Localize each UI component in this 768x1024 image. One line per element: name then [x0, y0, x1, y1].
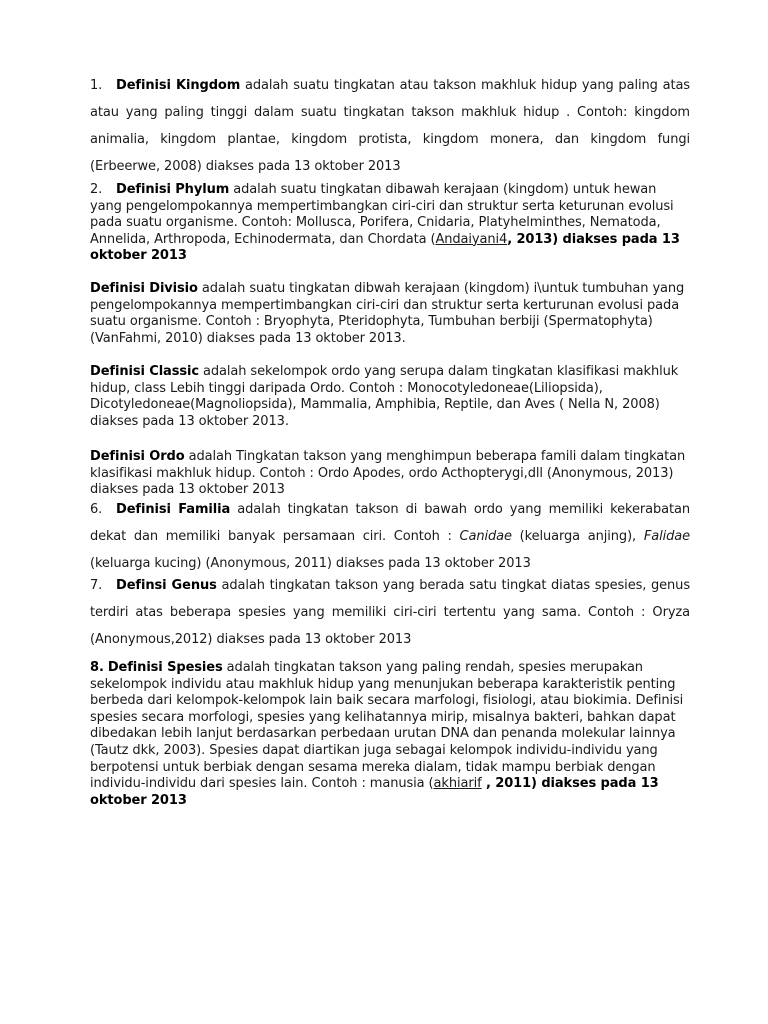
definition-text-mid: (keluarga anjing),	[511, 529, 644, 544]
definition-text: adalah suatu tingkatan dibawah kerajaan (kingdom) untuk hewan yang pengelompokannya mempertimbangkan ciri-ciri dan struktur serta keturunan evolusi pada suatu organisme. Contoh: Mollusca, Porifera, Cnidaria, Platyhelminthes, Nematoda, Annelida, Arthropoda, Echinodermata, dan Chordata (	[90, 182, 674, 247]
paragraph-kingdom	[90, 72, 690, 180]
term-ordo: Definisi Ordo	[90, 449, 185, 464]
definition-text: adalah tingkatan takson yang paling rendah, spesies merupakan sekelompok individu atau makhluk hidup yang menunjukan beberapa karakteristik penting berbeda dari kelompok-kelompok lain baik secara marfologi, fisiologi, atau biokimia. Definisi spesies secara morfologi, spesies yang kelihatannya mirip, misalnya bakteri, bahkan dapat dibedakan lebih lanjut berdasarkan perbedaan urutan DNA dan penanda molekular lainnya (Tautz dkk, 2003). Spesies dapat diartikan juga sebagai kelompok individu-individu yang berpotensi untuk berbiak dengan sesama mereka dialam, tidak mampu berbiak dengan individu-individu dari spesies lain. Contoh : manusia (	[90, 660, 684, 792]
definition-text: adalah suatu tingkatan atau takson makhluk hidup yang paling atas atau yang paling tinggi dalam suatu tingkatan takson makhluk hidup . Contoh: kingdom animalia, kingdom plantae, kingdom protista, kingdom monera, dan kingdom fungi (Erbeerwe, 2008) diakses pada 13 oktober 2013	[90, 78, 690, 174]
definition-text-end: (keluarga kucing) (Anonymous, 2011) diakses pada 13 oktober 2013	[90, 556, 531, 571]
item-number: 2.	[90, 182, 103, 197]
reference-date: , 2011) diakses pada 13 oktober 2013	[90, 776, 659, 808]
term-phylum: Definisi Phylum	[116, 182, 230, 197]
term-familia: Definisi Familia	[116, 502, 231, 517]
reference-link[interactable]: akhiarif	[433, 776, 482, 792]
item-number: 7.	[90, 578, 103, 593]
paragraph-classic	[90, 364, 690, 430]
paragraph-genus	[90, 572, 690, 653]
item-number: 6.	[90, 502, 103, 517]
paragraph-spesies	[90, 660, 690, 809]
reference-date: , 2013) diakses pada 13 oktober 2013	[90, 231, 680, 264]
definition-text: adalah tingkatan takson yang berada satu tingkat diatas spesies, genus terdiri atas beberapa spesies yang memiliki ciri-ciri tertentu yang sama. Contoh : Oryza (Anonymous,2012) diakses pada 13 oktober 2013	[90, 578, 690, 647]
definition-text: adalah Tingkatan takson yang menghimpun beberapa famili dalam tingkatan klasifikasi makhluk hidup. Contoh : Ordo Apodes, ordo Acthopterygi,dll (Anonymous, 2013) diakses pada 13 oktober 2013	[90, 449, 686, 498]
example-canidae: Canidae	[459, 529, 512, 544]
reference-link[interactable]: Andaiyani4	[435, 231, 508, 247]
term-divisio: Definisi Divisio	[90, 281, 198, 296]
paragraph-phylum	[90, 182, 690, 265]
item-number: 1.	[90, 78, 103, 93]
term-kingdom: Definisi Kingdom	[116, 78, 241, 93]
term-spesies: Definisi Spesies	[107, 660, 223, 675]
definition-text: adalah suatu tingkatan dibwah kerajaan (kingdom) i\untuk tumbuhan yang pengelompokannya mempertimbangkan ciri-ciri dan struktur serta kerturunan evolusi pada suatu organisme. Contoh : Bryophyta, Pteridophyta, Tumbuhan berbiji (Spermatophyta) (VanFahmi, 2010) diakses pada 13 oktober 2013.	[90, 281, 685, 346]
item-number: 8.	[90, 660, 104, 675]
paragraph-divisio	[90, 281, 690, 347]
term-classic: Definisi Classic	[90, 364, 199, 379]
term-genus: Definsi Genus	[116, 578, 217, 593]
definition-text: adalah tingkatan takson di bawah ordo yang memiliki kekerabatan dekat dan memiliki banyak persamaan ciri. Contoh :	[90, 502, 690, 544]
paragraph-ordo	[90, 449, 690, 499]
example-falidae: Falidae	[643, 529, 691, 544]
paragraph-familia	[90, 496, 690, 577]
definition-text: adalah sekelompok ordo yang serupa dalam tingkatan klasifikasi makhluk hidup, class Lebih tinggi daripada Ordo. Contoh : Monocotyledoneae(Liliopsida), Dicotyledoneae(Magnoliopsida), Mammalia, Amphibia, Reptile, dan Aves ( Nella N, 2008) diakses pada 13 oktober 2013.	[90, 364, 679, 429]
